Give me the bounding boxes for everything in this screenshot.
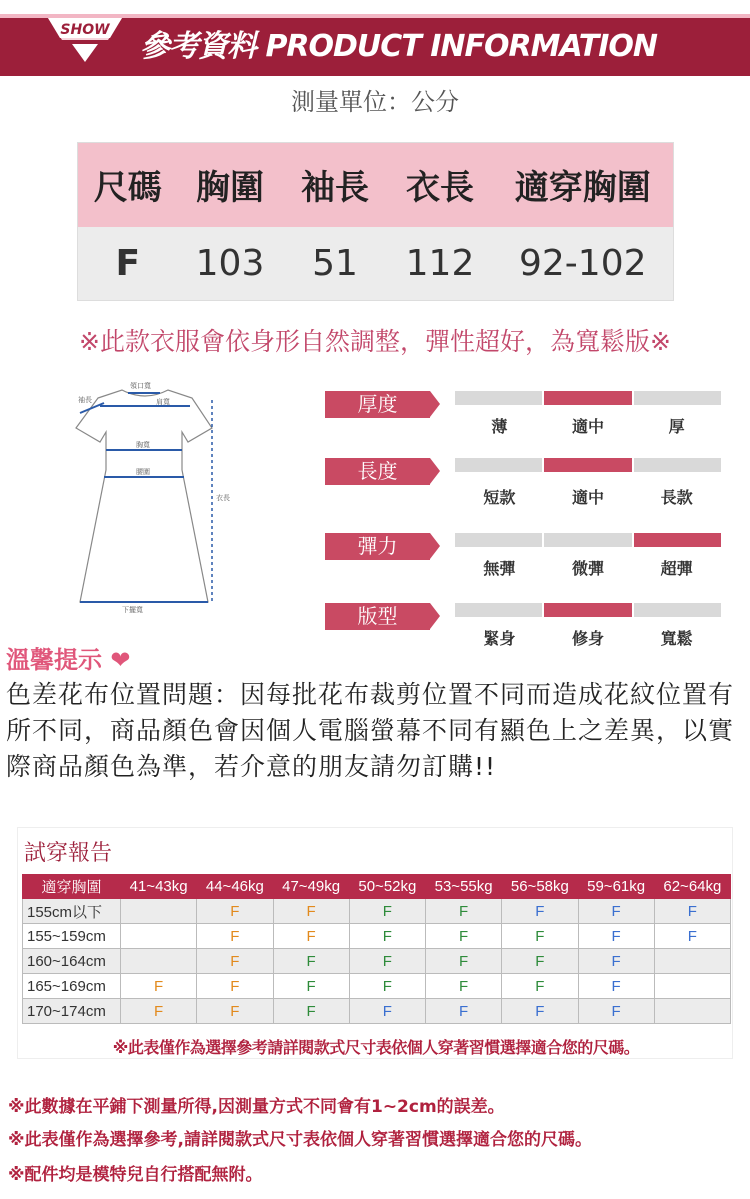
report-row <box>23 999 731 1024</box>
report-cell: F <box>502 949 578 974</box>
report-col-header: 50~52kg <box>349 875 425 899</box>
attr-option: 短款 <box>483 488 516 507</box>
show-tag <box>48 18 122 64</box>
attr-option: 超彈 <box>660 559 693 578</box>
report-cell: F <box>426 924 502 949</box>
report-table <box>22 874 731 1024</box>
report-row <box>23 949 731 974</box>
report-cell: F <box>349 949 425 974</box>
attr-option: 微彈 <box>572 559 605 578</box>
fit-notice: ※此款衣服會依身形自然調整，彈性超好，為寬鬆版※ <box>79 327 671 356</box>
report-cell: F <box>273 899 349 924</box>
report-cell: F <box>502 899 578 924</box>
report-row <box>23 974 731 999</box>
attr-option: 寬鬆 <box>660 629 693 648</box>
report-row-height: 170~174cm <box>23 999 121 1024</box>
attr-option: 長款 <box>660 488 693 507</box>
attr-arrow <box>430 391 440 417</box>
size-cell: 112 <box>388 227 493 301</box>
report-cell <box>121 899 197 924</box>
report-row <box>23 899 731 924</box>
report-cell: F <box>426 999 502 1024</box>
garment-label: 胸寬 <box>136 441 150 449</box>
garment-label: 領口寬 <box>130 382 151 390</box>
report-cell: F <box>502 974 578 999</box>
attr-option: 薄 <box>491 417 508 436</box>
report-cell: F <box>349 899 425 924</box>
report-cell: F <box>273 924 349 949</box>
attr-segment <box>544 533 631 547</box>
report-cell: F <box>349 974 425 999</box>
garment-label: 袖長 <box>78 396 92 404</box>
size-header-cell: 胸圍 <box>178 143 283 227</box>
attr-options-thickness <box>455 414 721 437</box>
footnote: ※配件均是模特兒自行搭配無附。 <box>8 1165 263 1185</box>
attr-label-thickness: 厚度 <box>325 391 430 418</box>
report-cell: F <box>426 949 502 974</box>
report-cell: F <box>502 999 578 1024</box>
attr-segment <box>455 391 542 405</box>
report-cell <box>654 949 730 974</box>
attr-arrow <box>430 533 440 559</box>
report-row-height: 155cm以下 <box>23 899 121 924</box>
size-cell: 51 <box>283 227 388 301</box>
size-header-cell: 袖長 <box>283 143 388 227</box>
garment-label: 腰圍 <box>136 468 150 476</box>
report-cell: F <box>273 999 349 1024</box>
attr-option: 厚 <box>668 417 685 436</box>
report-cell: F <box>121 974 197 999</box>
garment-label: 肩寬 <box>156 398 170 406</box>
report-cell: F <box>121 999 197 1024</box>
size-cell: 92-102 <box>493 227 674 301</box>
attr-bar-elasticity <box>455 533 721 547</box>
attr-option: 緊身 <box>483 629 516 648</box>
report-row-height: 160~164cm <box>23 949 121 974</box>
attr-segment-selected <box>634 533 721 547</box>
report-col-header: 適穿胸圍 <box>23 875 121 899</box>
attr-bar-thickness <box>455 391 721 405</box>
report-cell: F <box>654 924 730 949</box>
report-cell: F <box>197 949 273 974</box>
report-cell: F <box>273 949 349 974</box>
size-cell: F <box>78 227 178 301</box>
report-cell: F <box>578 899 654 924</box>
footnote: ※此數據在平鋪下測量所得,因測量方式不同會有1~2cm的誤差。 <box>8 1097 505 1117</box>
attr-segment-selected <box>544 603 631 617</box>
garment-diagram <box>60 380 230 625</box>
attr-label-elasticity: 彈力 <box>325 533 430 560</box>
report-col-header: 59~61kg <box>578 875 654 899</box>
report-cell: F <box>578 974 654 999</box>
attr-segment <box>455 533 542 547</box>
attr-segment <box>634 391 721 405</box>
size-table-header-row <box>78 143 674 227</box>
attr-segment <box>455 458 542 472</box>
report-cell: F <box>197 999 273 1024</box>
attr-segment <box>634 458 721 472</box>
attr-arrow <box>430 458 440 484</box>
attr-option: 無彈 <box>483 559 516 578</box>
attr-option: 修身 <box>572 629 605 648</box>
report-cell: F <box>426 974 502 999</box>
attr-options-fit <box>455 626 721 649</box>
report-cell: F <box>349 999 425 1024</box>
report-cell <box>654 974 730 999</box>
tip-body: 色差花布位置問題：因每批花布裁剪位置不同而造成花紋位置有所不同，商品顏色會因個人電腦螢幕不同有顯色上之差異，以實際商品顏色為準，若介意的朋友請勿訂購!! <box>6 680 735 781</box>
tip-title-text: 溫馨提示 <box>6 646 102 674</box>
attr-label-fit: 版型 <box>325 603 430 630</box>
show-tag-label: SHOW <box>60 22 110 38</box>
report-cell: F <box>578 949 654 974</box>
attr-label-length: 長度 <box>325 458 430 485</box>
report-cell: F <box>654 899 730 924</box>
report-header-row <box>23 875 731 899</box>
size-table-row <box>78 227 674 301</box>
report-cell: F <box>349 924 425 949</box>
attr-segment-selected <box>544 391 631 405</box>
garment-label: 衣長 <box>216 494 230 502</box>
size-table <box>77 142 674 301</box>
report-cell <box>121 949 197 974</box>
footnote: ※此表僅作為選擇參考,請詳閱款式尺寸表依個人穿著習慣選擇適合您的尺碼。 <box>8 1130 592 1150</box>
report-col-header: 44~46kg <box>197 875 273 899</box>
report-row <box>23 924 731 949</box>
report-cell: F <box>273 974 349 999</box>
size-cell: 103 <box>178 227 283 301</box>
heart-icon: ❤ <box>110 646 131 674</box>
attr-bar-fit <box>455 603 721 617</box>
attr-arrow <box>430 603 440 629</box>
page-title: 參考資料 PRODUCT INFORMATION <box>140 29 658 64</box>
report-cell: F <box>502 924 578 949</box>
report-cell: F <box>197 899 273 924</box>
report-cell: F <box>197 974 273 999</box>
report-cell: F <box>578 999 654 1024</box>
tip-title <box>6 640 130 675</box>
attr-option: 適中 <box>572 488 605 507</box>
attr-segment <box>455 603 542 617</box>
garment-label: 下擺寬 <box>122 606 143 614</box>
report-col-header: 53~55kg <box>426 875 502 899</box>
report-col-header: 47~49kg <box>273 875 349 899</box>
report-cell: F <box>197 924 273 949</box>
unit-label: 測量單位：公分 <box>291 88 459 116</box>
report-row-height: 165~169cm <box>23 974 121 999</box>
attr-option: 適中 <box>572 417 605 436</box>
report-cell <box>654 999 730 1024</box>
attr-bar-length <box>455 458 721 472</box>
report-col-header: 56~58kg <box>502 875 578 899</box>
attr-segment <box>634 603 721 617</box>
report-cell: F <box>578 924 654 949</box>
report-col-header: 62~64kg <box>654 875 730 899</box>
report-title: 試穿報告 <box>24 841 113 866</box>
report-cell <box>121 924 197 949</box>
size-header-cell: 衣長 <box>388 143 493 227</box>
report-cell: F <box>426 899 502 924</box>
report-note: ※此表僅作為選擇參考請詳閱款式尺寸表依個人穿著習慣選擇適合您的尺碼。 <box>112 1038 640 1057</box>
attr-options-length <box>455 485 721 508</box>
size-header-cell: 尺碼 <box>78 143 178 227</box>
size-header-cell: 適穿胸圍 <box>493 143 674 227</box>
report-row-height: 155~159cm <box>23 924 121 949</box>
attr-options-elasticity <box>455 556 721 579</box>
report-col-header: 41~43kg <box>121 875 197 899</box>
try-on-report <box>17 827 733 1059</box>
attr-segment-selected <box>544 458 631 472</box>
